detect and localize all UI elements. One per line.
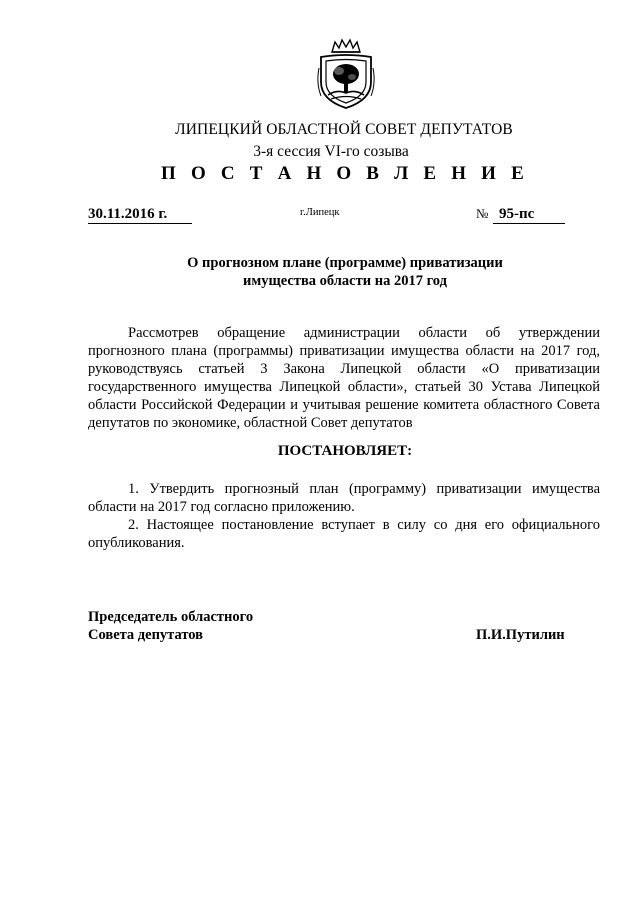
signatory-title-line-1: Председатель областного	[88, 609, 254, 625]
number-sign: №	[476, 206, 489, 221]
resolves-heading: ПОСТАНОВЛЯЕТ:	[277, 443, 413, 459]
session-label: 3-я сессия VI-го созыва	[253, 143, 409, 160]
resolution-item-2: 2. Настоящее постановление вступает в силу со дня его официального опубликования.	[88, 517, 600, 551]
document-date: 30.11.2016 г.	[88, 206, 192, 224]
coat-of-arms-icon	[315, 38, 377, 110]
document-title-line-1: О прогнозном плане (программе) приватизации	[187, 255, 503, 271]
signatory-title	[88, 608, 253, 644]
resolution-item-1: 1. Утвердить прогнозный план (программу) приватизации имущества области на 2017 год согласно приложению.	[88, 481, 600, 515]
document-city: г.Липецк	[300, 207, 340, 218]
document-title	[0, 254, 640, 290]
document-type-heading: П О С Т А Н О В Л Е Н И Е	[161, 163, 529, 184]
document-title-line-2: имущества области на 2017 год	[243, 273, 447, 289]
preamble-paragraph: Рассмотрев обращение администрации области об утверждении прогнозного плана (программы) приватизации имущества области на 2017 год, руководствуясь статьей 3 Закона Липецкой области «О приватизации государственного имущества Липецкой области», статьей 30 Устава Липецкой области Российской Федерации и учитывая решение комитета областного Совета депутатов по экономике, областной Совет депутатов	[88, 325, 600, 431]
organization-name: ЛИПЕЦКИЙ ОБЛАСТНОЙ СОВЕТ ДЕПУТАТОВ	[175, 121, 513, 138]
signatory-name: П.И.Путилин	[476, 627, 565, 643]
signatory-title-line-2: Совета депутатов	[88, 627, 204, 643]
document-number: 95-пс	[493, 206, 565, 224]
